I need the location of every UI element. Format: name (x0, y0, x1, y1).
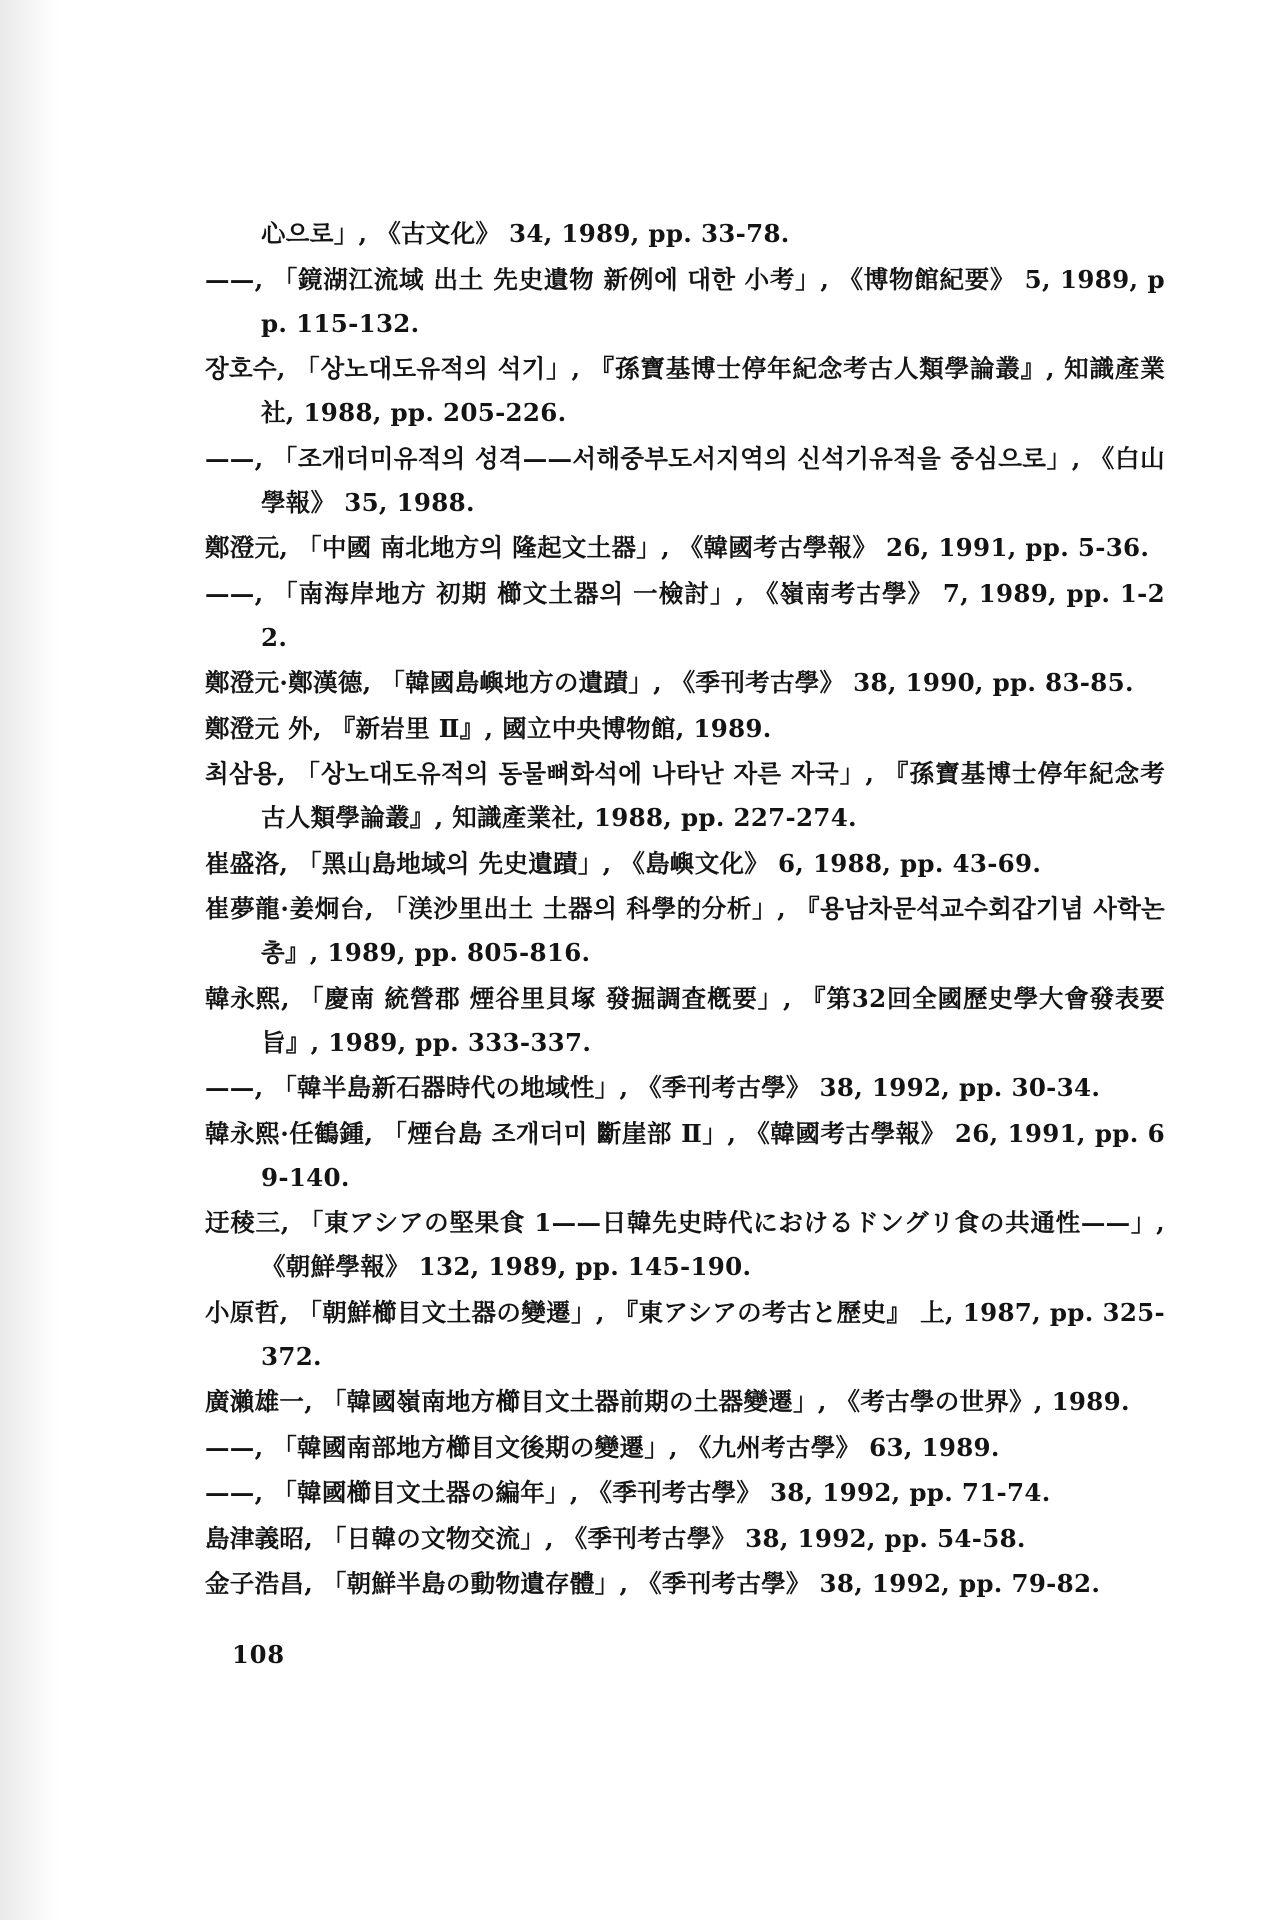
reference-entry: 心으로」, 《古文化》 34, 1989, pp. 33-78. (261, 219, 790, 248)
reference-entry: 鄭澄元, 「中國 南北地方의 隆起文土器」, 《韓國考古學報》 26, 1991, pp. 5-36. (205, 533, 1150, 562)
reference-entry: 崔夢龍·姜炯台, 「渼沙里出土 土器의 科學的分析」, 『용남차문석교수회갑기념 사학논총』, 1989, pp. 805-816. (205, 894, 1165, 967)
reference-entry: ——, 「韓國南部地方櫛目文後期の變遷」, 《九州考古學》 63, 1989. (205, 1432, 1000, 1462)
reference-entry: ——, 「조개더미유적의 성격——서해중부도서지역의 신석기유적을 중심으로」, 《白山學報》 35, 1988. (205, 443, 1165, 517)
reference-list (205, 212, 1165, 1608)
reference-entry: 金子浩昌, 「朝鮮半島の動物遺存體」, 《季刊考古學》 38, 1992, pp. 79-82. (205, 1569, 1101, 1598)
reference-entry: 廣瀨雄一, 「韓國嶺南地方櫛目文土器前期の土器變遷」, 《考古學の世界》, 1989. (205, 1387, 1130, 1416)
reference-entry: 최삼용, 「상노대도유적의 동물뼈화석에 나타난 자른 자국」, 『孫寶基博士停年紀念考古人類學論叢』, 知識產業社, 1988, pp. 227-274. (205, 759, 1165, 832)
reference-entry: ——, 「鏡湖江流域 出土 先史遺物 新例에 대한 小考」, 《博物館紀要》 5, 1989, pp. 115-132. (205, 264, 1165, 338)
reference-entry: 鄭澄元·鄭漢德, 「韓國島嶼地方の遺蹟」, 《季刊考古學》 38, 1990, pp. 83-85. (205, 668, 1134, 697)
reference-entry: 장호수, 「상노대도유적의 석기」, 『孫寶基博士停年紀念考古人類學論叢』, 知識產業社, 1988, pp. 205-226. (205, 354, 1165, 427)
reference-entry: ——, 「韓國櫛目文土器の編年」, 《季刊考古學》 38, 1992, pp. 71-74. (205, 1478, 1051, 1507)
reference-entry: 韓永熙, 「慶南 統營郡 煙谷里貝塚 發掘調査槪要」, 『第32回全國歷史學大會發表要旨』, 1989, pp. 333-337. (205, 983, 1165, 1057)
reference-entry: 崔盛洛, 「黑山島地域의 先史遺蹟」, 《島嶼文化》 6, 1988, pp. 43-69. (205, 848, 1042, 878)
reference-entry: 韓永熙·任鶴鍾, 「煙台島 조개더미 斷崖部 Ⅱ」, 《韓國考古學報》 26, 1991, pp. 69-140. (205, 1118, 1165, 1192)
reference-entry: 小原哲, 「朝鮮櫛目文土器の變遷」, 『東アシアの考古と歷史』 上, 1987, pp. 325-372. (205, 1297, 1165, 1371)
reference-entry: ——, 「南海岸地方 初期 櫛文土器의 一檢討」, 《嶺南考古學》 7, 1989, pp. 1-22. (205, 578, 1165, 652)
scan-edge-shadow (0, 0, 60, 1920)
reference-entry: 鄭澄元 外, 『新岩里 Ⅱ』, 國立中央博物館, 1989. (205, 713, 772, 743)
reference-entry: 迂稜三, 「東アシアの堅果食 1——日韓先史時代におけるドングリ食の共通性——」, 《朝鮮學報》 132, 1989, pp. 145-190. (205, 1208, 1165, 1281)
reference-entry: ——, 「韓半島新石器時代の地域性」, 《季刊考古學》 38, 1992, pp. 30-34. (205, 1073, 1101, 1102)
page-number: 108 (232, 1640, 286, 1669)
reference-entry: 島津義昭, 「日韓の文物交流」, 《季刊考古學》 38, 1992, pp. 54-58. (205, 1523, 1026, 1553)
